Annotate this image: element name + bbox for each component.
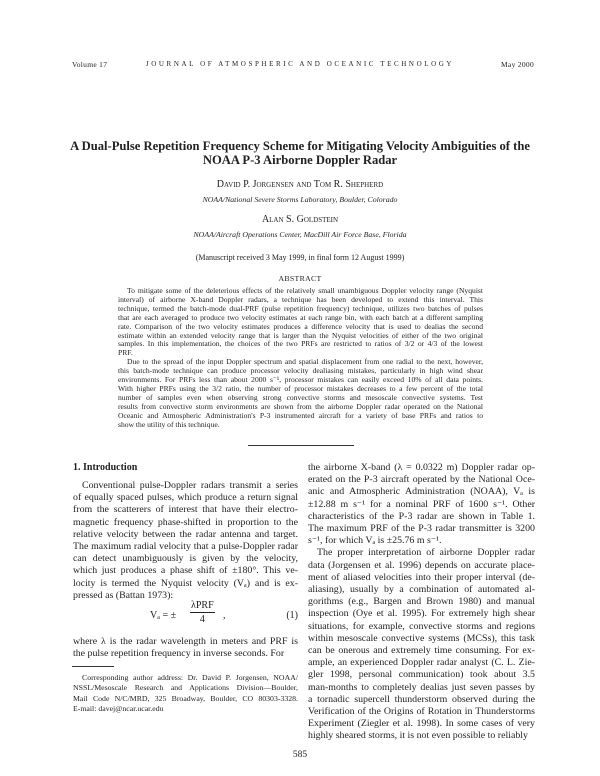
text-line: which just produces a phase shift of ±180°. This ve- — [73, 565, 298, 577]
text-line: Mail Code N/C/MRD, 325 Broadway, Boulder, CO 80303-3328. — [73, 693, 298, 703]
paper-title — [60, 139, 540, 167]
text-line: NSSL/Mesoscale Research and Applications Division—Boulder, — [73, 683, 298, 693]
text-line: technique, termed the batch-mode dual-PRF (pulse repetition frequency) technique, utilizes two batches of pulses — [118, 303, 483, 313]
text-line: relative velocity between the radar antenna and target. — [73, 528, 298, 540]
section-heading: 1. Introduction — [73, 462, 138, 473]
equation-fraction — [190, 600, 215, 626]
text-line: that are each averaged to produce two velocity estimates at each range bin, with each batch at a different sampling — [118, 312, 483, 322]
text-line: Due to the spread of the input Doppler spectrum and spatial displacement from one radial to the next, however, — [127, 357, 483, 367]
equation-number: (1) — [286, 610, 298, 621]
text-line: where λ is the radar wavelength in meters and PRF is — [73, 636, 298, 647]
text-line: The proper interpretation of airborne Doppler radar — [317, 547, 535, 559]
text-line: rate. Comparison of the two velocity estimates produces a difference velocity that is used to dealias the second — [118, 321, 483, 331]
equation-lhs: Vₐ = ± — [150, 610, 177, 621]
equation-1 — [73, 600, 298, 632]
affiliation-primary: NOAA/National Severe Storms Laboratory, Boulder, Colorado — [202, 195, 398, 204]
volume-label: Volume 17 — [72, 60, 108, 69]
text-line: Corresponding author address: Dr. David P. Jorgensen, NOAA/ — [82, 673, 298, 682]
text-line: Verification of the Origins of Rotation in Thunderstorms — [308, 706, 535, 718]
affiliation-secondary: NOAA/Aircraft Operations Center, MacDill Air Force Base, Florida — [193, 230, 407, 239]
text-line: To mitigate some of the deleterious effects of the relatively small unambiguous Doppler velocity range (Nyquist — [127, 286, 483, 295]
issue-date: May 2000 — [500, 60, 534, 69]
text-line: estimate within an extended velocity range that is larger than the Nyquist velocities of either of the two original — [118, 330, 483, 340]
text-line: from the scatterers of interest that have their electro- — [73, 504, 298, 516]
text-line: E-mail: davej@ncar.ucar.edu — [73, 703, 164, 713]
text-line: Oceanic and Atmospheric Administration's P-3 instrumented aircraft for a variety of base PRFs and ratios to — [118, 410, 483, 420]
text-line: With higher PRFs using the 3/2 ratio, the number of processor mistakes decreases to a few percent of the total — [118, 383, 483, 393]
equation-denominator: 4 — [199, 614, 205, 625]
title-line: NOAA P-3 Airborne Doppler Radar — [202, 153, 398, 167]
text-line: samples. In this implementation, the choices of the two PRFs are restricted to ratios of 3/2 or 4/3 of the lowest — [118, 339, 483, 349]
right-column-text — [308, 462, 535, 743]
text-line: within mesoscale convective systems (MCSs), this task — [308, 632, 535, 644]
text-line: erated on the P-3 aircraft operated by the National Oce- — [308, 474, 535, 486]
text-line: highly sheared storms, it is not even possible to reliably — [308, 730, 528, 742]
left-column-text — [73, 480, 298, 602]
abstract-body — [118, 287, 483, 430]
equation-punctuation: , — [223, 610, 226, 621]
text-line: Conventional pulse-Doppler radars transmit a series — [82, 480, 298, 491]
text-line: The maximum radial velocity that a pulse-Doppler radar — [73, 541, 298, 553]
text-line: gorithms (e.g., Bargen and Brown 1980) and manual — [308, 596, 535, 608]
title-line: A Dual-Pulse Repetition Frequency Scheme for Mitigating Velocity Ambiguities of the — [70, 139, 530, 153]
journal-name: JOURNAL OF ATMOSPHERIC AND OCEANIC TECHNOLOGY — [145, 60, 455, 68]
equation-numerator: λPRF — [191, 600, 214, 611]
text-line: inspection (Oye et al. 1995). For extremely high shear — [308, 608, 535, 620]
text-line: magnetic frequency phase-shifted in proportion to the — [73, 516, 298, 528]
text-line: pressed as (Battan 1973): — [73, 589, 174, 601]
text-line: situations, for example, convective storms and regions — [308, 620, 535, 632]
text-line: s⁻¹, for which Vₐ is ±25.76 m s⁻¹. — [308, 535, 442, 547]
text-line: locity is termed the Nyquist velocity (Vₐ) and is ex- — [73, 577, 298, 589]
text-line: the pulse repetition frequency in inverse seconds. For — [73, 648, 285, 660]
text-line: characteristics of the P-3 radar are shown in Table 1. — [308, 510, 535, 522]
text-line: number of samples even when observing strong convective storms and mesoscale convective systems. Test — [118, 392, 483, 402]
corresponding-author-footnote — [73, 673, 298, 714]
text-line: show the utility of this technique. — [118, 419, 220, 429]
authors-secondary: Alan S. Goldstein — [261, 214, 339, 225]
abstract-divider — [248, 445, 354, 446]
text-line: can be onerous and extremely time consuming. For ex- — [308, 645, 535, 657]
text-line: environments. For PRFs less than about 2000 s⁻¹, processor mistakes can easily exceed 10% of all data points. — [118, 375, 483, 385]
abstract-heading: ABSTRACT — [278, 274, 322, 283]
page-number: 585 — [292, 750, 308, 760]
text-line: ment of aliased velocities into their proper interval (de- — [308, 571, 535, 583]
text-line: anic and Atmospheric Administration (NOAA), Vₐ is — [308, 486, 535, 498]
text-line: The maximum PRF of the P-3 radar transmitter is 3200 — [308, 523, 535, 535]
text-line: results from convective storm environments are shown from the airborne Doppler radar operated on the National — [118, 401, 483, 411]
manuscript-received: (Manuscript received 3 May 1999, in final form 12 August 1999) — [195, 253, 405, 262]
authors-primary: David P. Jorgensen and Tom R. Shepherd — [216, 179, 384, 190]
text-line: a tornadic supercell thunderstorm observed during the — [308, 693, 535, 705]
text-line: interval) of airborne X-band Doppler radars, a technique has been developed to extend this interval. This — [118, 294, 483, 304]
text-line: ample, an experienced Doppler radar analyst (C. L. Zie- — [308, 657, 535, 669]
footnote-divider — [72, 666, 114, 667]
text-line: ±12.88 m s⁻¹ for a nominal PRF of 1600 s⁻¹. Other — [308, 498, 535, 510]
text-line: the airborne X-band (λ = 0.0322 m) Doppler radar op- — [308, 462, 535, 473]
text-line: of equally spaced pulses, which produce a return signal — [73, 492, 298, 504]
text-line: aliasing), usually by a combination of automated al- — [308, 584, 535, 596]
text-line: PRF. — [118, 348, 133, 358]
text-line: man-months to completely dealias just seven passes by — [308, 681, 535, 693]
text-line: can detect unambiguously is given by the velocity, — [73, 553, 298, 565]
text-line: data (Jorgensen et al. 1996) depends on accurate place- — [308, 559, 535, 571]
text-line: gler 1998, personal communication) took about 3.5 — [308, 669, 535, 681]
left-column-text-continued — [73, 636, 298, 660]
text-line: this batch-mode technique can produce processor velocity dealiasing mistakes, particularly in high wind shear — [118, 366, 483, 376]
text-line: Experiment (Ziegler et al. 1998). In some cases of very — [308, 718, 535, 730]
